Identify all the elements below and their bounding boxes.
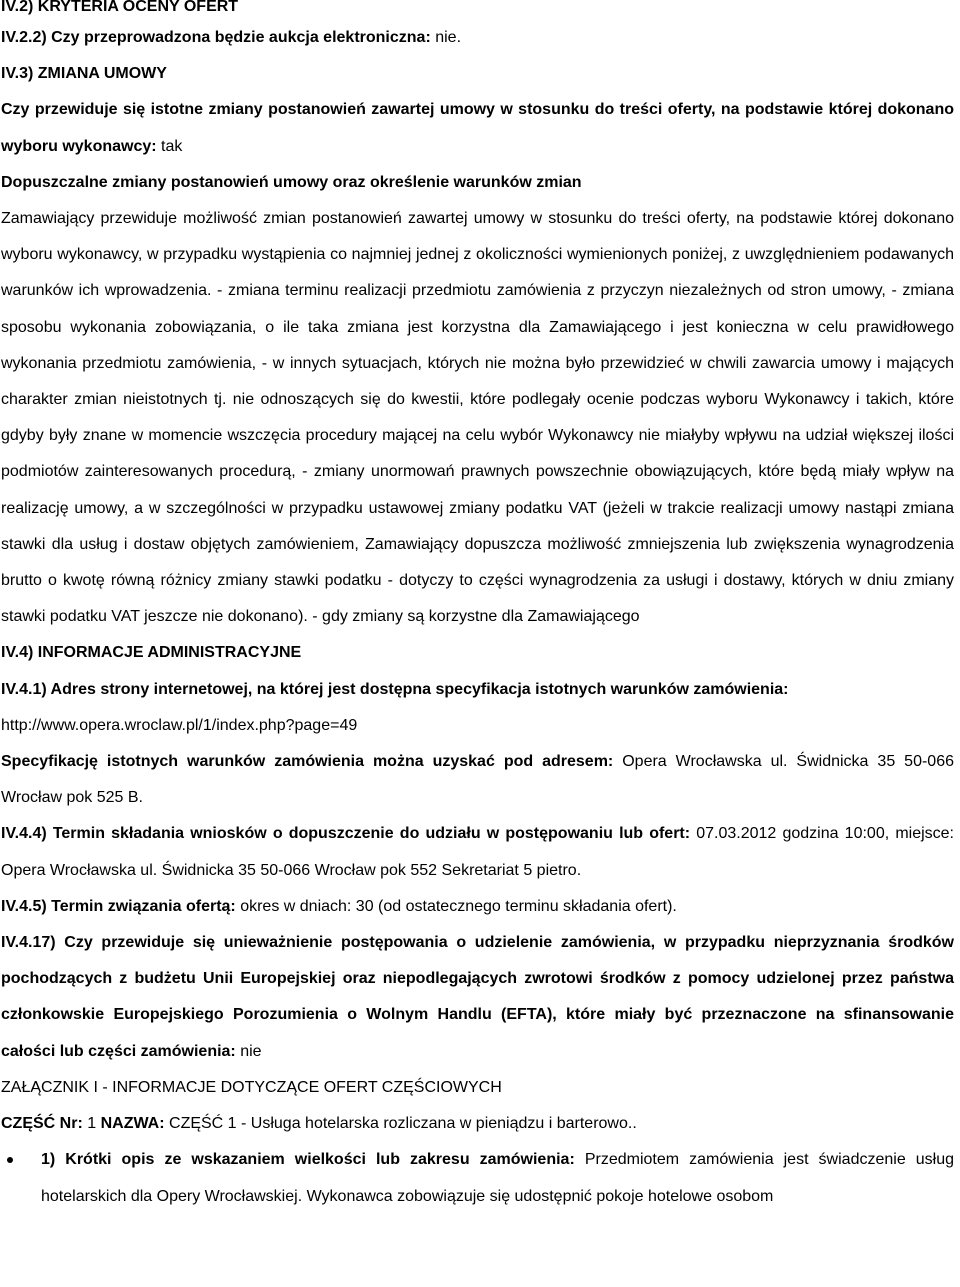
permitted-changes-label: Dopuszczalne zmiany postanowień umowy oraz określenie warunków zmian — [1, 173, 582, 191]
spec-url-link[interactable]: http://www.opera.wroclaw.pl/1/index.php?page=49 — [1, 716, 358, 734]
eu-funds-block — [1, 925, 954, 1070]
changes-question — [1, 92, 954, 164]
part-details-list — [1, 1142, 954, 1214]
eu-funds-label: IV.4.17) Czy przewiduje się unieważnienie postępowania o udzielenie zamówienia, w przypadku nieprzyznania środków pochodzących z budżetu Unii Europejskiej oraz niepodlegających zwrotowi środków z pomocy udzielonej przez państwa członkowskie Europejskiego Porozumienia o Wolnym Handlu (EFTA), które miały być przeznaczone na sfinansowanie całości lub części zamówienia: — [1, 934, 954, 1060]
binding-period-block — [1, 889, 954, 925]
bullet-icon — [7, 1157, 13, 1163]
part-name-label: NAZWA: — [100, 1115, 165, 1133]
short-description-value: Przedmiotem zamówienia jest świadczenie usług hotelarskich dla Opery Wrocławskiej. Wykonawca zobowiązuje się udostępnić pokoje hotelowe osobom — [41, 1151, 954, 1205]
spec-url-block — [1, 672, 954, 744]
auction-label: IV.2.2) Czy przeprowadzona będzie aukcja elektroniczna: — [1, 29, 431, 46]
deadline-block — [1, 816, 954, 888]
short-description-label: 1) Krótki opis ze wskazaniem wielkości lub zakresu zamówienia: — [41, 1151, 575, 1169]
attachment-title: ZAŁĄCZNIK I - INFORMACJE DOTYCZĄCE OFERT CZĘŚCIOWYCH — [1, 1078, 502, 1096]
binding-period-value: okres w dniach: 30 (od ostatecznego terminu składania ofert). — [235, 897, 677, 915]
deadline-label: IV.4.4) Termin składania wniosków o dopuszczenie do udziału w postępowaniu lub ofert: — [1, 825, 691, 843]
spec-address-block — [1, 744, 954, 816]
part-name-value: CZĘŚĆ 1 - Usługa hotelarska rozliczana w pieniądzu i barterowo.. — [164, 1115, 637, 1133]
changes-question-value: tak — [156, 137, 183, 155]
spec-address-label: Specyfikację istotnych warunków zamówienia można uzyskać pod adresem: — [1, 753, 614, 771]
section-iv4-title: IV.4) INFORMACJE ADMINISTRACYJNE — [1, 644, 302, 662]
eu-funds-value: nie — [235, 1042, 262, 1060]
section-iv3-title: IV.3) ZMIANA UMOWY — [1, 65, 167, 83]
part-number: 1 — [82, 1115, 101, 1133]
spec-url-label: IV.4.1) Adres strony internetowej, na której jest dostępna specyfikacja istotnych warunków zamówienia: — [1, 680, 789, 698]
deadline-value: 07.03.2012 godzina 10:00, miejsce: Opera Wrocławska ul. Świdnicka 35 50-066 Wrocław pok 552 Sekretariat 5 pietro. — [1, 825, 954, 879]
auction-line — [1, 20, 954, 56]
part-label: CZĘŚĆ Nr: — [1, 1115, 83, 1133]
spec-address-value: Opera Wrocławska ul. Świdnicka 35 50-066 Wrocław pok 525 B. — [1, 753, 954, 807]
auction-value: nie. — [430, 29, 462, 46]
list-item — [1, 1142, 954, 1214]
permitted-changes-body: Zamawiający przewiduje możliwość zmian postanowień zawartej umowy w stosunku do treści oferty, na podstawie której dokonano wyboru wykonawcy, w przypadku wystąpienia co najmniej jednej z okoliczności wymienionych poniżej, z uwzględnieniem podawanych warunków ich wprowadzenia. - zmiana terminu realizacji przedmiotu zamówienia z przyczyn niezależnych od stron umowy, - zmiana sposobu wykonania zobowiązania, o ile taka zmiana jest korzystna dla Zamawiającego i jest konieczna w celu prawidłowego wykonania przedmiotu zamówienia, - w innych sytuacjach, których nie można było przewidzieć w chwili zawarcia umowy i mających charakter zmian nieistotnych tj. nie odnoszących się do kwestii, które podlegały ocenie podczas wyboru Wykonawcy i takich, które gdyby były znane w momencie wszczęcia procedury mającej na celu wybór Wykonawcy nie miałyby wpływu na udział większej ilości podmiotów zainteresowanych procedurą, - zmiany unormowań prawnych powszechnie obowiązujących, które będą miały wpływ na realizację umowy, a w szczególności w przypadku ustawowej zmiany podatku VAT (jeżeli w trakcie realizacji umowy nastąpi zmiana stawki dla usług i dostaw objętych zamówieniem, Zamawiający dopuszcza możliwość zmniejszenia lub zwiększenia wynagrodzenia brutto o kwotę równą różnicy zmiany stawki podatku - dotyczy to części wynagrodzenia za usługi i dostawy, których w dniu zmiany stawki podatku VAT jeszcze nie dokonano). - gdy zmiany są korzystne dla Zamawiającego — [1, 210, 954, 626]
section-iv2-title: IV.2) KRYTERIA OCENY OFERT — [1, 0, 239, 15]
part-line — [1, 1106, 954, 1142]
binding-period-label: IV.4.5) Termin związania ofertą: — [1, 897, 236, 915]
changes-question-label: Czy przewiduje się istotne zmiany postanowień zawartej umowy w stosunku do treści oferty, na podstawie której dokonano wyboru wykonawcy: — [1, 101, 954, 155]
